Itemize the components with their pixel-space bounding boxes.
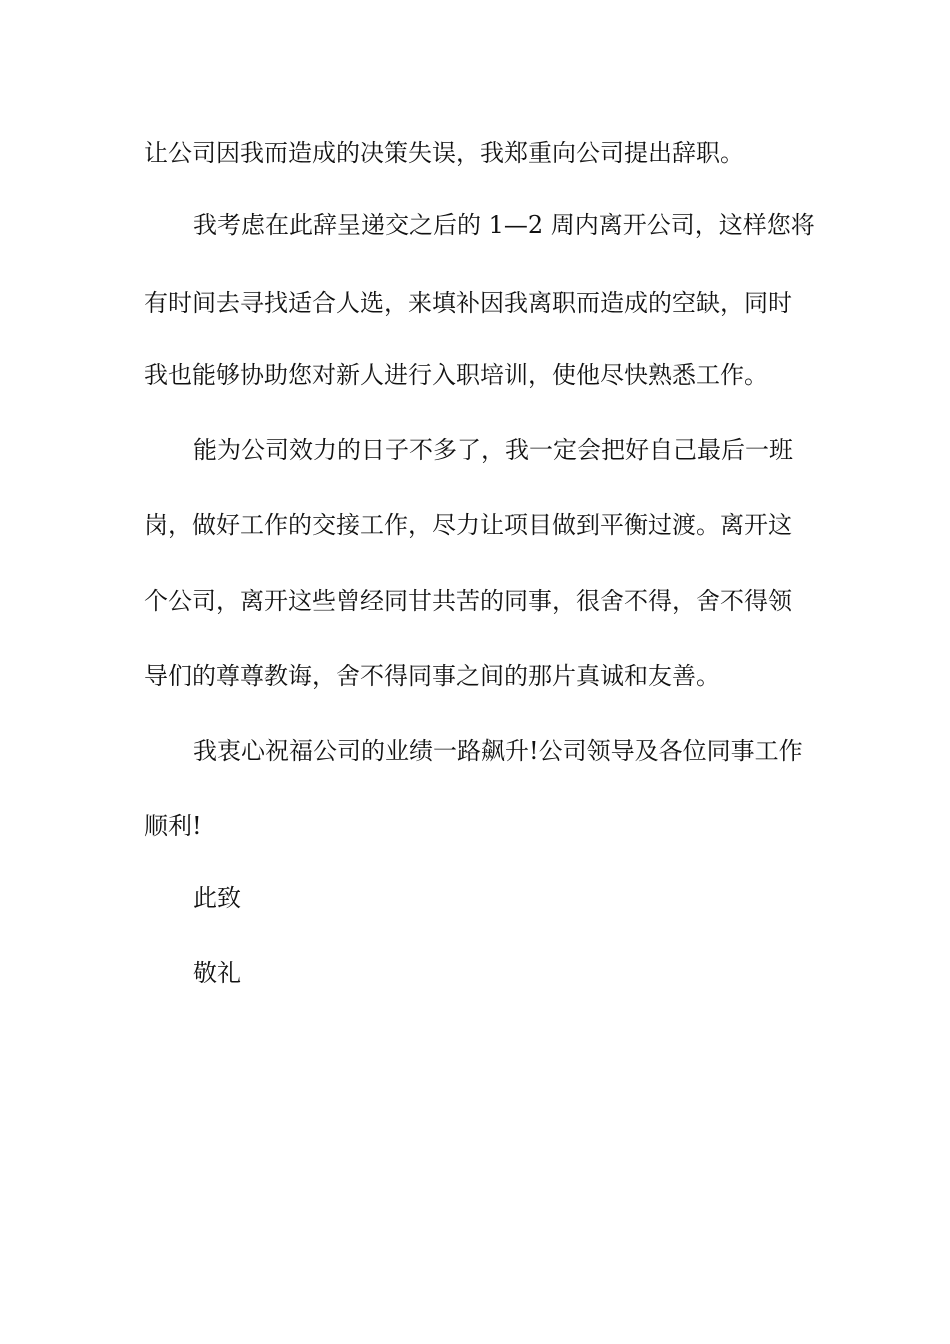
- text-line-3: 有时间去寻找适合人选，来填补因我离职而造成的空缺，同时: [144, 289, 792, 317]
- closing-regards: 敬礼: [193, 959, 241, 987]
- text-line-1: 让公司因我而造成的决策失误，我郑重向公司提出辞职。: [144, 139, 744, 167]
- text-line-8: 导们的尊尊教诲，舍不得同事之间的那片真诚和友善。: [144, 662, 720, 690]
- text-line-9: 我衷心祝福公司的业绩一路飙升!公司领导及各位同事工作: [193, 737, 803, 765]
- text-line-10: 顺利!: [144, 812, 202, 840]
- text-line-6: 岗，做好工作的交接工作，尽力让项目做到平衡过渡。离开这: [144, 511, 792, 539]
- text-line-7: 个公司，离开这些曾经同甘共苦的同事，很舍不得，舍不得领: [144, 587, 792, 615]
- closing-salutation: 此致: [193, 884, 241, 912]
- text-line-2: 我考虑在此辞呈递交之后的 1—2 周内离开公司，这样您将: [193, 211, 815, 239]
- text-line-4: 我也能够协助您对新人进行入职培训，使他尽快熟悉工作。: [144, 361, 768, 389]
- text-line-5: 能为公司效力的日子不多了，我一定会把好自己最后一班: [193, 436, 793, 464]
